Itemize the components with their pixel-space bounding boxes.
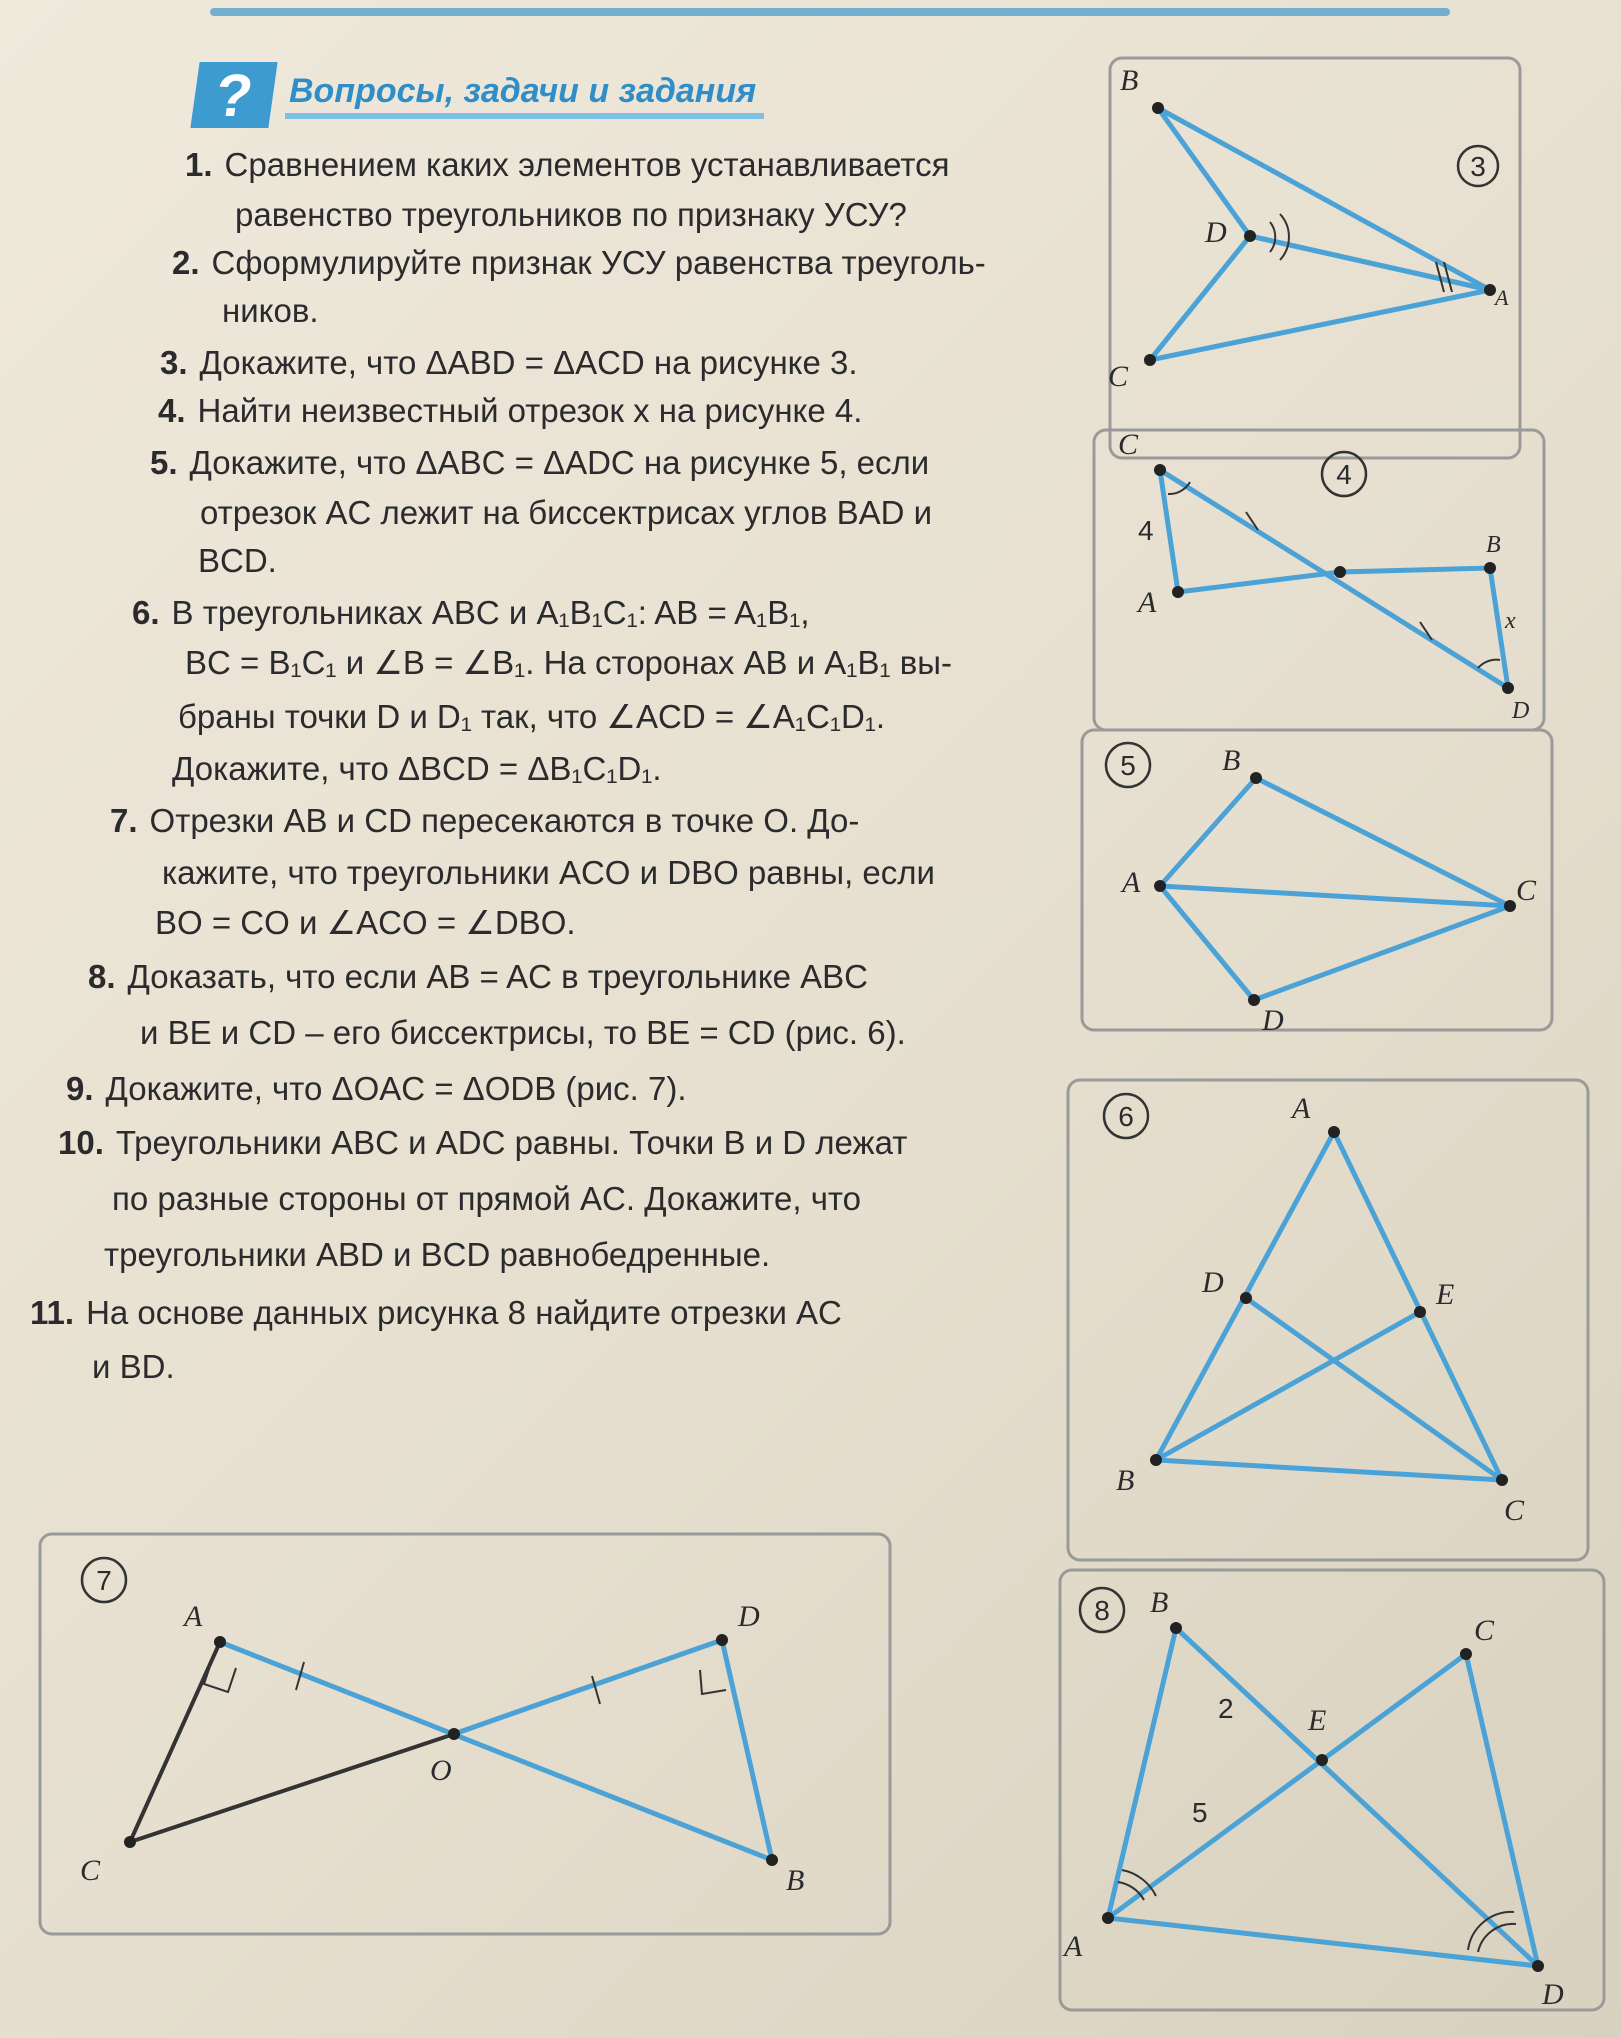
figure-8-label-e: E (1308, 1704, 1327, 1737)
question-6-line-4: Докажите, что ΔBCD = ΔB₁C₁D₁. (172, 750, 662, 787)
figure-8-label-d: D (1542, 1978, 1564, 2011)
figure-3-triangle-acd (1150, 236, 1490, 360)
figure-8-point-d (1532, 1960, 1544, 1972)
figure-3-triangle-abd (1158, 108, 1490, 290)
figure-5-point-d (1248, 994, 1260, 1006)
figure-7-point-c (124, 1836, 136, 1848)
figure-7-label-c: C (80, 1854, 101, 1887)
figure-5-label-d: D (1262, 1004, 1284, 1037)
figure-6-label-d: D (1202, 1266, 1224, 1299)
figure-5-frame (1082, 730, 1552, 1030)
question-5-line-3: BCD. (198, 542, 277, 579)
figure-4 (1094, 428, 1544, 730)
figure-6-point-b (1150, 1454, 1162, 1466)
question-2: 2. Сформулируйте признак УСУ равенства треуголь- (172, 244, 986, 281)
question-1: 1. Сравнением каких элементов устанавливается (185, 146, 950, 183)
figure-7-label-a: A (184, 1600, 203, 1633)
question-1-line-2: равенство треугольников по признаку УСУ? (235, 196, 907, 233)
figure-8 (1060, 1570, 1604, 2011)
question-10-line-3: треугольники ABD и BCD равнобедренные. (104, 1236, 771, 1273)
question-5: 5. Докажите, что ΔABC = ΔADC на рисунке 5, если (150, 444, 930, 481)
figure-5-number: 5 (1120, 750, 1136, 781)
figure-7-point-d (716, 1634, 728, 1646)
figure-5-point-c (1504, 900, 1516, 912)
figure-8-point-e (1316, 1754, 1328, 1766)
question-2-line-2: ников. (222, 292, 319, 329)
figure-4-point-c (1154, 464, 1166, 476)
figure-6-point-a (1328, 1126, 1340, 1138)
figure-8-point-a (1102, 1912, 1114, 1924)
figure-5-point-b (1250, 772, 1262, 784)
question-6-line-3: браны точки D и D₁ так, что ∠ACD = ∠A₁C₁D₁. (178, 698, 886, 735)
question-10-line-2: по разные стороны от прямой AC. Докажите, что (112, 1180, 862, 1217)
question-8-line-2: и BE и CD – его биссектрисы, то BE = CD (рис. 6). (140, 1014, 906, 1051)
figure-8-outline (1108, 1628, 1538, 1966)
question-7-line-2: кажите, что треугольники ACO и DBO равны, если (162, 854, 935, 891)
question-3: 3. Докажите, что ΔABD = ΔACD на рисунке 3. (160, 344, 858, 381)
figure-7-label-o: O (430, 1754, 452, 1787)
figure-6-label-b: B (1116, 1464, 1135, 1497)
figure-7-label-b: B (786, 1864, 805, 1897)
question-9: 9. Докажите, что ΔOAC = ΔODB (рис. 7). (66, 1070, 687, 1107)
figure-6-label-e: E (1436, 1278, 1455, 1311)
figure-8-length-ae: 5 (1192, 1797, 1208, 1828)
figure-8-point-b (1170, 1622, 1182, 1634)
question-mark-icon: ? (190, 62, 277, 128)
figure-8-point-c (1460, 1648, 1472, 1660)
figure-7-segment-ab (220, 1642, 772, 1860)
figure-5 (1082, 730, 1552, 1037)
figure-6 (1068, 1080, 1588, 1560)
figure-6-point-d (1240, 1292, 1252, 1304)
figure-8-segment-bd (1176, 1628, 1538, 1966)
question-6: 6. В треугольниках ABC и A₁B₁C₁: AB = A₁B₁, (132, 594, 810, 631)
figure-8-label-c: C (1474, 1614, 1495, 1647)
question-11-line-2: и BD. (92, 1348, 175, 1385)
question-7-line-3: BO = CO и ∠ACO = ∠DBO. (155, 904, 576, 941)
figure-5-diagonal-ac (1160, 886, 1510, 906)
question-4: 4. Найти неизвестный отрезок x на рисунке 4. (158, 392, 863, 429)
figure-4-angle-d (1478, 660, 1500, 668)
figure-6-point-c (1496, 1474, 1508, 1486)
figure-6-frame (1068, 1080, 1588, 1560)
figure-4-polyline (1160, 470, 1508, 688)
figure-4-unknown-x: x (1505, 608, 1516, 634)
question-6-line-2: BC = B₁C₁ и ∠B = ∠B₁. На сторонах AB и A₁B₁ вы- (185, 644, 952, 681)
figure-3-label-c: C (1108, 360, 1129, 393)
figure-3-number: 3 (1470, 151, 1486, 182)
figure-7-segments-od-db (454, 1640, 772, 1860)
figure-8-label-a: A (1064, 1930, 1083, 1963)
figure-4-point-d (1502, 682, 1514, 694)
figure-3-angle-mark-2 (1280, 214, 1289, 260)
figure-7-point-b (766, 1854, 778, 1866)
figure-7-label-d: D (738, 1600, 760, 1633)
figure-3-point-c (1144, 354, 1156, 366)
question-11: 11. На основе данных рисунка 8 найдите отрезки AC (30, 1294, 842, 1331)
figure-4-number: 4 (1336, 459, 1352, 490)
figure-5-label-c: C (1516, 874, 1537, 907)
figure-4-label-c: C (1118, 428, 1139, 461)
figure-3-point-d (1244, 230, 1256, 242)
figure-4-label-a: A (1138, 586, 1157, 619)
figure-3-point-b (1152, 102, 1164, 114)
figure-7-right-angle-d (700, 1670, 726, 1694)
figure-8-label-b: B (1150, 1586, 1169, 1619)
figure-7-point-o (448, 1728, 460, 1740)
figure-6-label-a: A (1292, 1092, 1311, 1125)
figure-6-label-c: C (1504, 1494, 1525, 1527)
figure-5-point-a (1154, 880, 1166, 892)
figure-7-number: 7 (96, 1565, 112, 1596)
section-title: Вопросы, задачи и задания (285, 72, 764, 119)
figure-5-label-a: A (1122, 866, 1141, 899)
question-7: 7. Отрезки AB и CD пересекаются в точке O. До- (110, 802, 860, 839)
question-5-line-2: отрезок AC лежит на биссектрисах углов BAD и (200, 494, 933, 531)
figure-3-label-b: B (1120, 64, 1139, 97)
figure-7-point-a (214, 1636, 226, 1648)
figure-6-point-e (1414, 1306, 1426, 1318)
figure-3 (1108, 58, 1520, 458)
figure-5-label-b: B (1222, 744, 1241, 777)
figure-4-label-b: B (1486, 532, 1501, 558)
figure-4-point-o (1334, 566, 1346, 578)
figure-8-length-be: 2 (1218, 1693, 1234, 1724)
figure-4-point-a (1172, 586, 1184, 598)
figure-3-label-a: A (1495, 285, 1509, 310)
figure-7-tick-2 (592, 1676, 600, 1704)
question-10: 10. Треугольники ABC и ADC равны. Точки B и D лежат (58, 1124, 908, 1161)
figure-7-frame (40, 1534, 890, 1934)
figure-7 (40, 1534, 890, 1934)
figure-4-point-b (1484, 562, 1496, 574)
figure-8-number: 8 (1094, 1595, 1110, 1626)
figure-4-side-length: 4 (1138, 515, 1154, 546)
question-8: 8. Доказать, что если AB = AC в треугольнике ABC (88, 958, 869, 995)
figure-6-number: 6 (1118, 1101, 1134, 1132)
figure-4-label-d: D (1512, 698, 1530, 724)
figure-3-angle-mark-1 (1270, 222, 1275, 252)
figure-3-label-d: D (1205, 216, 1227, 249)
